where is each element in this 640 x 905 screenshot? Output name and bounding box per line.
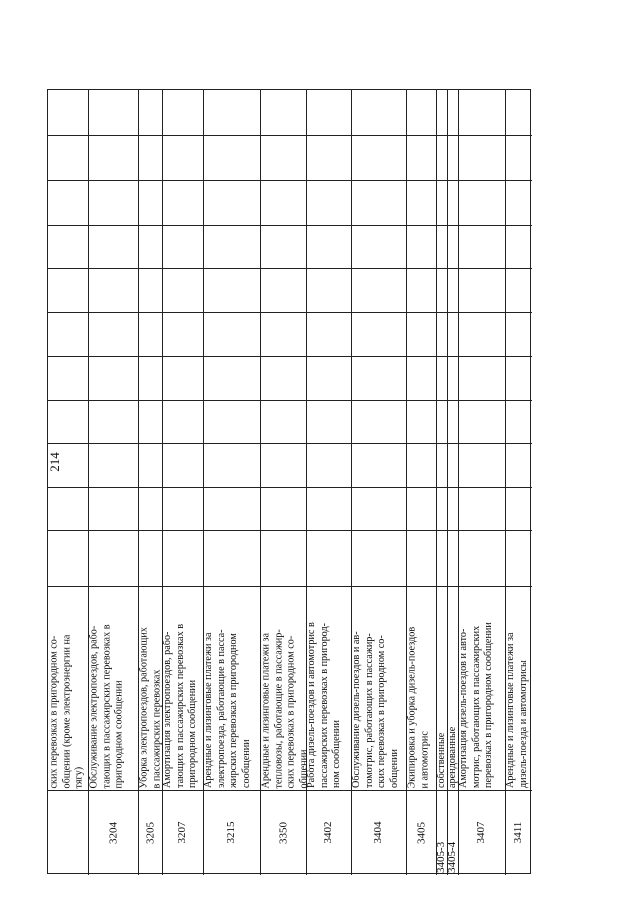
row-description [306,587,351,790]
value-column-divider [48,225,532,226]
description-line: пригородном сообщении [113,679,125,788]
page-number: 214 [47,452,62,472]
description-line: пригородном сообщении [187,679,199,788]
row-code: 3402 [322,821,334,844]
row-code: 3405-4 [446,841,458,873]
row-description [162,587,203,790]
row-code: 3350 [277,821,289,844]
row-code: 3204 [107,821,119,844]
description-line: пассажирских перевозках в пригород- [318,622,330,788]
description-line: Арендные и лизинговые платежи за [260,632,271,788]
row-code: 3405 [415,821,427,844]
row-description [260,587,309,790]
description-line: и автомотрис [418,730,430,788]
row-code [48,790,88,875]
description-line: мотрис, работающих в пассажирских [470,625,482,788]
description-line: тягу) [73,766,85,788]
description-line: ских перевозках в пригородном со- [376,635,388,788]
description-line: жирских перевозках в пригородном [228,633,240,788]
row-description [138,587,162,790]
row-description [48,587,88,790]
value-column-divider [48,530,532,531]
description-line: томотрис, работающих в пассажир- [363,633,375,788]
value-column-divider [48,356,532,357]
value-column-divider [48,443,532,444]
row-code: 3405-3 [435,841,447,873]
description-line: тающих в пассажирских перевозках в [100,623,112,788]
description-line: электропоезда, работающие в пасса- [215,629,227,788]
description-line: общении [297,749,309,788]
description-line: Обслуживание электропоездов, рабо- [88,625,99,788]
row-description [505,587,532,790]
description-line: Амортизация электропоездов, рабо- [162,631,173,788]
row-description [203,587,260,790]
description-line: сообщении [240,739,252,788]
description-line: в пассажирских перевозках [150,668,162,788]
value-column-divider [48,268,532,269]
row-description [458,587,505,790]
row-code: 3407 [475,821,487,844]
description-line: ских перевозках в пригородном со- [48,635,59,788]
description-line: арендованные [447,726,458,788]
row-description [406,587,436,790]
description-line: Работа дизель-поездов и автомотрис в [306,622,317,788]
description-line: Амортизация дизель-поездов и авто- [458,628,469,788]
rotated-table [47,89,531,874]
value-column-divider [48,487,532,488]
row-description [88,587,138,790]
row-code: 3404 [372,821,384,844]
value-column-divider [48,135,532,136]
value-column-divider [48,312,532,313]
description-line: общении [388,749,400,788]
description-line: тающих в пассажирских перевозках в [174,623,186,788]
row-description [436,587,447,790]
description-line: Экипировка и уборка дизель-поездов [406,626,417,788]
description-line: Арендные и лизинговые платежи за [505,632,516,788]
description-line: тепловозы, работающие в пассажир- [272,628,284,788]
row-code: 3207 [176,821,188,844]
row-code: 3205 [144,821,156,844]
description-line: собственные [436,732,447,788]
description-line: ном сообщении [331,720,343,788]
description-line: дизель-поезда и автомотрисы [517,660,529,788]
row-description [351,587,406,790]
description-line: ских перевозках в пригородном со- [285,635,297,788]
description-line: перевозках в пригородном сообщении [483,622,495,788]
row-description [447,587,458,790]
row-code: 3215 [225,821,237,844]
row-code: 3411 [512,821,524,844]
description-line: Уборка электропоездов, работающих [138,626,149,788]
description-line: Обслуживание дизель-поездов и ав- [351,631,362,788]
description-line: общении (кроме электроэнергии на [60,634,72,788]
description-line: Арендные и лизинговые платежи за [203,632,214,788]
value-column-divider [48,400,532,401]
value-column-divider [48,180,532,181]
